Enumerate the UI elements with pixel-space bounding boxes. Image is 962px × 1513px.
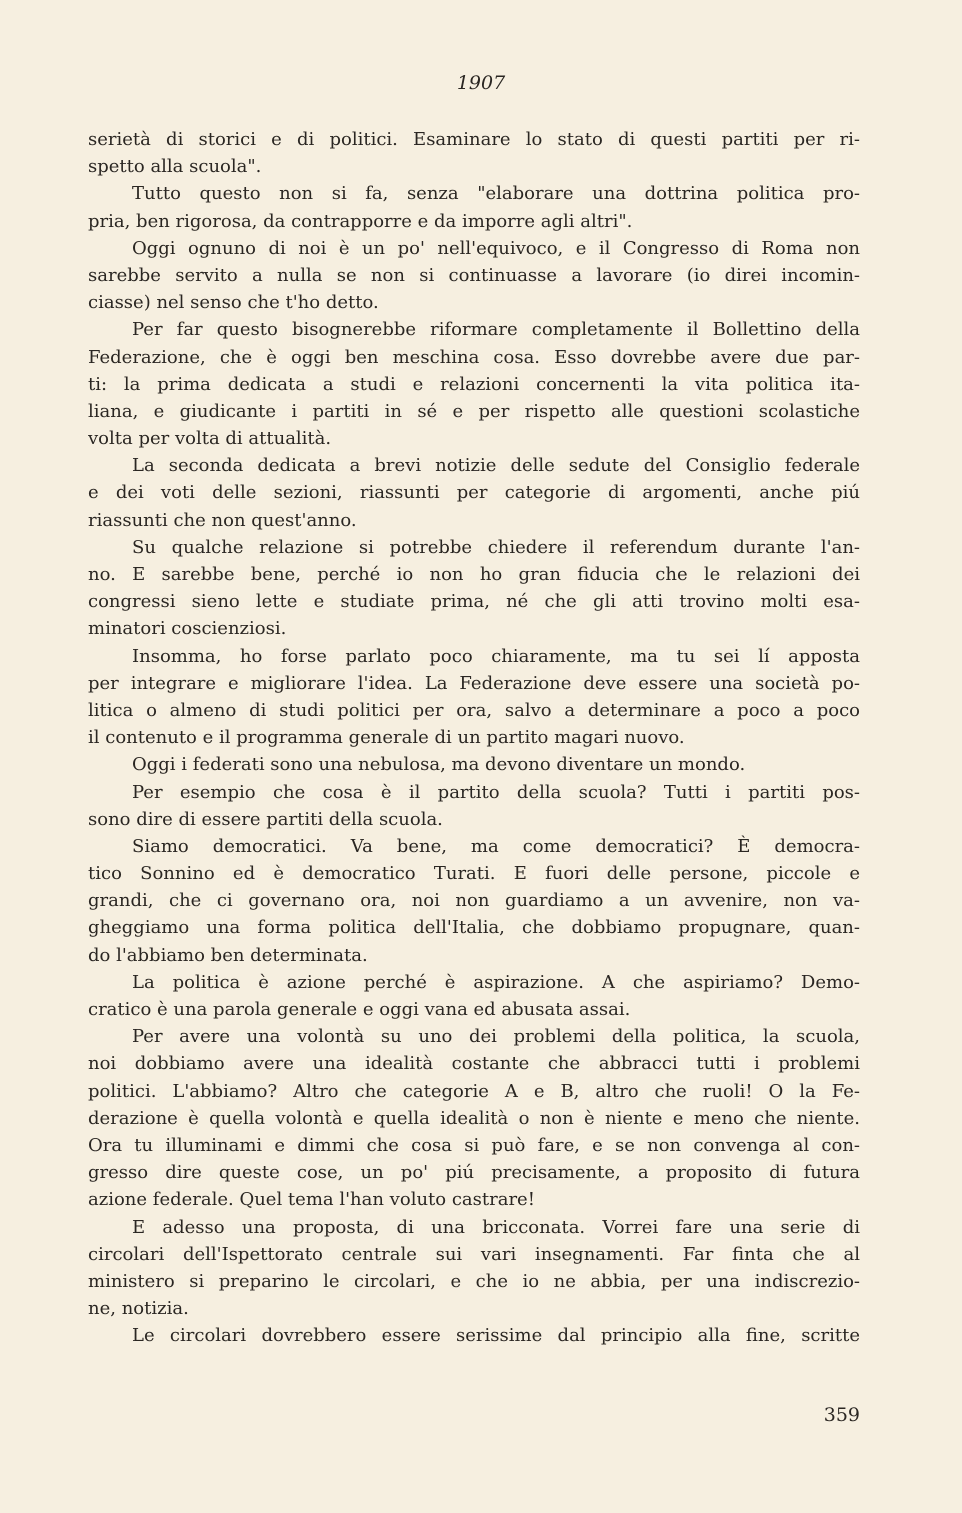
text-line: il contenuto e il programma generale di un partito magari nuovo. [88,727,685,749]
text-line: Siamo democratici. Va bene, ma come democratici? È democra- [132,835,860,857]
text-line: ne, notizia. [88,1298,189,1320]
text-line: cratico è una parola generale e oggi vana ed abusata assai. [88,999,631,1020]
body-text [88,126,860,1349]
text-line: minatori coscienziosi. [88,618,287,640]
text-line: Insomma, ho forse parlato poco chiaramente, ma tu sei lí apposta [132,645,860,667]
text-line: liana, e giudicante i partiti in sé e per rispetto alle questioni scolastiche [88,400,860,422]
text-line: e dei voti delle sezioni, riassunti per categorie di argomenti, anche piú [88,482,860,504]
text-line: sono dire di essere partiti della scuola. [88,808,443,830]
text-line: politici. L'abbiamo? Altro che categorie A e B, altro che ruoli! O la Fe- [88,1080,860,1102]
text-line: riassunti che non quest'anno. [88,509,357,531]
text-line: sarebbe servito a nulla se non si continuasse a lavorare (io direi incomin- [88,264,860,286]
text-line: spetto alla scuola". [88,156,262,178]
text-line: Le circolari dovrebbero essere serissime dal principio alla fine, scritte [132,1325,860,1347]
text-line: Ora tu illuminami e dimmi che cosa si può fare, e se non convenga al con- [88,1134,860,1156]
text-line: Federazione, che è oggi ben meschina cosa. Esso dovrebbe avere due par- [88,346,860,368]
text-line: tico Sonnino ed è democratico Turati. E fuori delle persone, piccole e [88,863,860,885]
text-line: grandi, che ci governano ora, noi non guardiamo a un avvenire, non va- [88,890,860,912]
running-header-year: 1907 [456,72,506,94]
text-line: per integrare e migliorare l'idea. La Federazione deve essere una società po- [88,672,860,694]
text-line: ministero si preparino le circolari, e che io ne abbia, per una indiscrezio- [88,1270,860,1292]
text-line: ti: la prima dedicata a studi e relazioni concernenti la vita politica ita- [88,373,860,395]
page-number: 359 [823,1404,860,1426]
text-line: pria, ben rigorosa, da contrapporre e da imporre agli altri". [88,210,633,232]
text-line: do l'abbiamo ben determinata. [88,944,368,966]
text-line: gresso dire queste cose, un po' piú precisamente, a proposito di futura [88,1162,860,1184]
text-line: ciasse) nel senso che t'ho detto. [88,292,379,314]
text-line: Oggi i federati sono una nebulosa, ma devono diventare un mondo. [132,754,746,776]
text-line: La politica è azione perché è aspirazione. A che aspiriamo? Demo- [132,971,860,993]
text-line: E adesso una proposta, di una bricconata. Vorrei fare una serie di [132,1216,860,1238]
text-line: Tutto questo non si fa, senza "elaborare una dottrina politica pro- [132,183,860,205]
text-line: derazione è quella volontà e quella idealità o non è niente e meno che niente. [88,1107,860,1129]
text-line: circolari dell'Ispettorato centrale sui vari insegnamenti. Far finta che al [88,1243,860,1265]
text-line: Per avere una volontà su uno dei problemi della politica, la scuola, [132,1026,860,1048]
text-line: no. E sarebbe bene, perché io non ho gran fiducia che le relazioni dei [88,564,860,585]
text-line: congressi sieno lette e studiate prima, né che gli atti trovino molti esa- [88,591,860,613]
text-line: noi dobbiamo avere una idealità costante che abbracci tutti i problemi [88,1053,860,1075]
text-line: gheggiamo una forma politica dell'Italia, che dobbiamo propugnare, quan- [88,917,860,939]
text-line: litica o almeno di studi politici per ora, salvo a determinare a poco a poco [88,699,860,721]
text-line: Per esempio che cosa è il partito della scuola? Tutti i partiti pos- [132,781,860,803]
text-line: Su qualche relazione si potrebbe chiedere il referendum durante l'an- [132,536,860,558]
text-line: Per far questo bisognerebbe riformare completamente il Bollettino della [132,319,860,341]
text-line: azione federale. Quel tema l'han voluto castrare! [88,1189,535,1211]
text-line: serietà di storici e di politici. Esaminare lo stato di questi partiti per ri- [88,129,860,150]
text-line: volta per volta di attualità. [88,428,332,450]
text-line: Oggi ognuno di noi è un po' nell'equivoco, e il Congresso di Roma non [132,237,860,259]
text-line: La seconda dedicata a brevi notizie delle sedute del Consiglio federale [132,455,860,477]
